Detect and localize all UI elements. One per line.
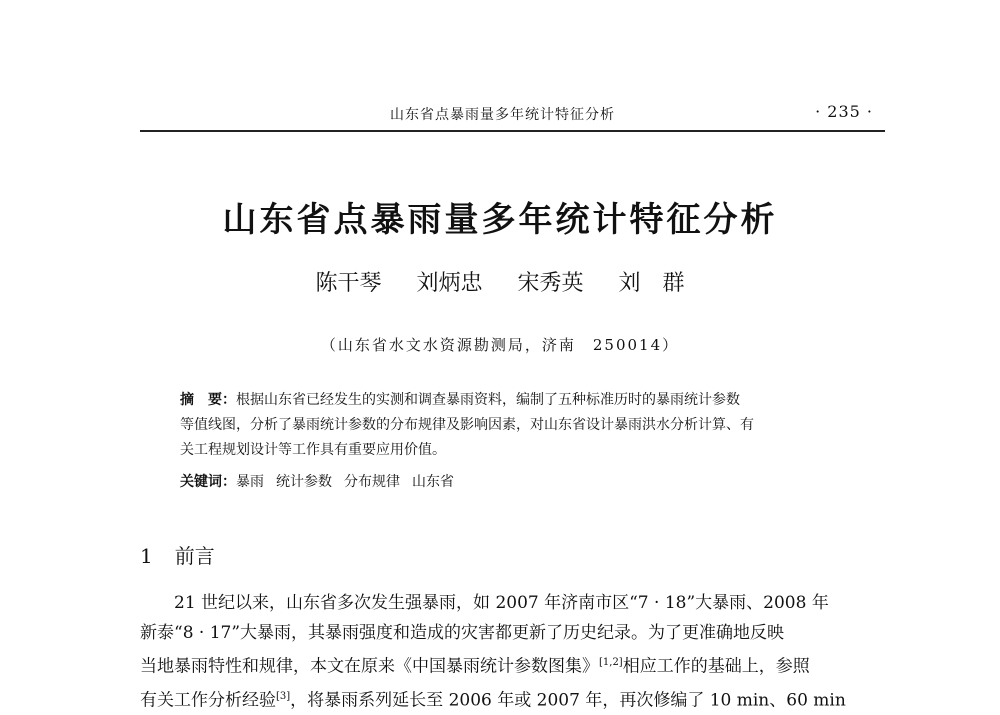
keyword: 暴雨 — [236, 474, 264, 490]
keyword: 山东省 — [412, 474, 454, 490]
body-text — [140, 588, 885, 715]
author: 刘炳忠 — [416, 271, 483, 296]
paper-title: 山东省点暴雨量多年统计特征分析 — [222, 200, 778, 240]
author: 陈干琴 — [315, 271, 382, 296]
running-header — [140, 104, 885, 132]
running-title: 山东省点暴雨量多年统计特征分析 — [390, 107, 615, 123]
citation: [1,2] — [599, 657, 623, 668]
abstract-line: 摘 要：根据山东省已经发生的实测和调查暴雨资料，编制了五种标准历时的暴雨统计参数 — [180, 392, 740, 408]
keywords — [180, 471, 454, 491]
body-line: 当地暴雨特性和规律，本文在原来《中国暴雨统计参数图集》[1,2]相应工作的基础上，参照 — [140, 656, 810, 677]
author-list — [0, 266, 1000, 297]
abstract — [180, 388, 860, 463]
body-line: 21 世纪以来，山东省多次发生强暴雨，如 2007 年济南市区“7 · 18”大暴雨、2008 年 — [174, 593, 829, 613]
abstract-line: 等值线图，分析了暴雨统计参数的分布规律及影响因素，对山东省设计暴雨洪水分析计算、有 — [180, 417, 754, 433]
abstract-line: 关工程规划设计等工作具有重要应用价值。 — [180, 442, 446, 458]
section-title: 前言 — [174, 544, 215, 568]
affiliation: （山东省水文水资源勘测局，济南 250014） — [320, 336, 680, 354]
body-line: 有关工作分析经验[3]，将暴雨系列延长至 2006 年或 2007 年，再次修编了 10 min、60 min — [140, 690, 846, 711]
author: 宋秀英 — [517, 271, 584, 296]
section-number: 1 — [140, 544, 153, 568]
body-line: 新泰“8 · 17”大暴雨，其暴雨强度和造成的灾害都更新了历史纪录。为了更准确地反映 — [140, 623, 785, 643]
keyword: 分布规律 — [344, 474, 400, 490]
keyword: 统计参数 — [276, 474, 332, 490]
author: 刘 群 — [618, 271, 685, 296]
citation: [3] — [276, 690, 291, 702]
section-heading — [140, 540, 215, 569]
abstract-label: 摘 要： — [180, 392, 236, 408]
page-number: · 235 · — [815, 102, 873, 121]
keywords-label: 关键词： — [180, 474, 236, 490]
